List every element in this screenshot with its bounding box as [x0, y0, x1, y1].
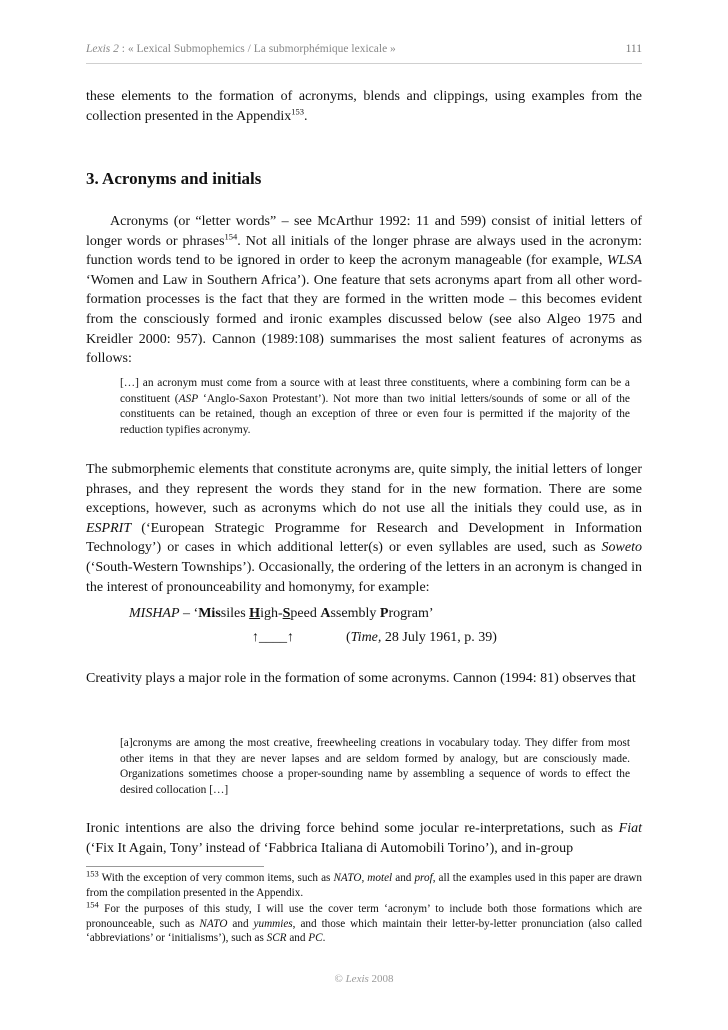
header-rule: [86, 63, 642, 64]
footnote-ref-153: 153: [291, 105, 305, 116]
paragraph-submorphemic-elements: The submorphemic elements that constitute acronyms are, quite simply, the initial letters of longer phrases, and they represent the words they stand for in the new formation. There are some exceptions, however, such as acronyms which do not use all the initials they could use, as in ESPRIT (‘European Strategic Programme for Research and Development in Information Technology’) or cases in which additional letter(s) or even syllables are used, such as Soweto (‘South-Western Townships’). Occasionally, the ordering of the letters in an acronym is changed in the interest of pronounceability and homonymy, for example:: [86, 462, 642, 595]
footnote-154: $^{154}$ For the purposes of this study, I will use the cover term ‘acronym’ to include both those formations which are pronounceable, such as NATO and yummies, and those which maintain their letter-by-letter pronunciation (also called ‘abbreviations’ or ‘initialisms’), such as SCR and PC.: [86, 899, 642, 945]
reorder-arrows: ↑____↑: [252, 630, 294, 645]
block-quote-cannon-1994: [a]cronyms are among the most creative, freewheeling creations in vocabulary today. They differ from most other items in that they are never lapses and are seldom formed by analogy, but are consciously made. Organizations sometimes choose a proper-sounding name by assembling a sequence of words to effect the desired collocation […]: [120, 737, 630, 796]
footnote-ref-154: 154: [224, 230, 238, 241]
running-header: [86, 43, 642, 55]
page-footer: © Lexis 2008: [334, 973, 394, 985]
block-quote-cannon-1989: […] an acronym must come from a source with at least three constituents, where a combining form can be a constituent (ASP ‘Anglo-Saxon Protestant’). Not more than two initial letters/sounds of some or all of the constituents can be retained, though an exception of three or even four is permitted if the majority of the reduction typifies acronymy.: [120, 377, 630, 436]
paragraph-intro: these elements to the formation of acronyms, blends and clippings, using examples from the collection presented in the Appendix$^{153}$.: [86, 89, 642, 124]
section-heading: 3. Acronyms and initials: [86, 169, 262, 188]
page-number: 111: [625, 43, 642, 55]
example-mishap: MISHAP – ‘Missiles High-Speed Assembly Program’: [129, 606, 434, 621]
header-title: : « Lexical Submophemics / La submorphémique lexicale »: [118, 43, 396, 55]
example-source: (Time, 28 July 1961, p. 39): [346, 630, 497, 645]
paragraph-acronyms-definition: Acronyms (or “letter words” – see McArthur 1992: 11 and 599) consist of initial letters of longer words or phrases$^{154}$. Not all initials of the longer phrase are always used in the acronym: function words tend to be ignored in order to keep the acronym manageable (for example, WLSA ‘Women and Law in Southern Africa’). One feature that sets acronyms apart from all other word-formation processes is the fact that they are formed in the written mode – this becomes evident from the consciously formed and ironic examples discussed below (see also Algeo 1975 and Kreidler 2000: 957). Cannon (1989:108) summarises the most salient features of acronyms as follows:: [86, 214, 642, 367]
journal-name: Lexis 2: [86, 43, 119, 55]
footnote-rule: [86, 866, 264, 867]
paragraph-creativity: Creativity plays a major role in the formation of some acronyms. Cannon (1994: 81) observes that: [86, 671, 636, 686]
paragraph-ironic-intentions: Ironic intentions are also the driving force behind some jocular re-interpretations, such as Fiat (‘Fix It Again, Tony’ instead of ‘Fabbrica Italiana di Automobili Torino’), and in-group: [86, 821, 642, 856]
example-arrows: [252, 630, 497, 646]
footnote-153: $^{153}$ With the exception of very common items, such as NATO, motel and prof, all the examples used in this paper are drawn from the compilation presented in the Appendix.: [86, 868, 642, 899]
